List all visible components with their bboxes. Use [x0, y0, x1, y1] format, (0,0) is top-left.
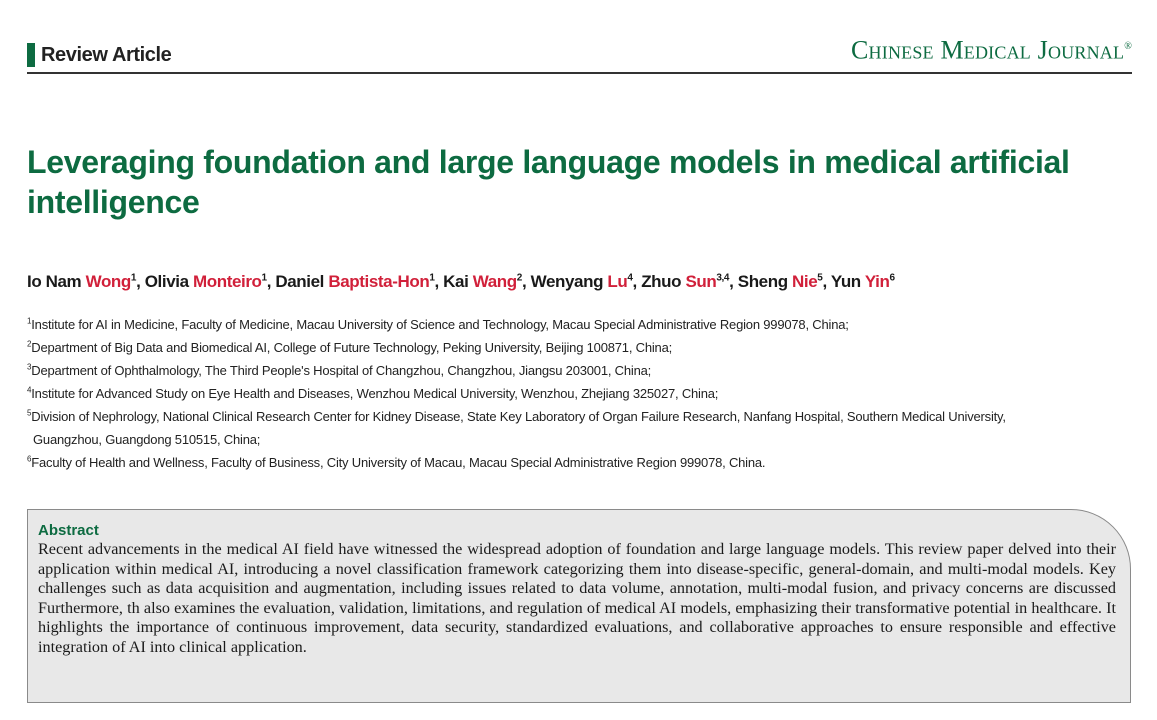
- registered-mark: ®: [1124, 41, 1132, 52]
- author: Daniel Baptista-Hon$^1$: [275, 272, 435, 291]
- author: Wenyang Lu$^4$: [530, 272, 633, 291]
- author: Olivia Monteiro$^1$: [144, 272, 267, 291]
- author-list: Io Nam Wong$^1$, Olivia Monteiro$^1$, Daniel Baptista-Hon$^1$, Kai Wang$^2$, Wenyang Lu$^4$, Zhuo Sun$^{3,4}$, Sheng Nie$^5$, Yun Yin$^6$: [27, 272, 895, 291]
- abstract-heading: Abstract: [38, 522, 99, 539]
- section-label: Review Article: [27, 43, 171, 67]
- affiliation-item: $^5$Division of Nephrology, National Clinical Research Center for Kidney Disease, State Key Laboratory of Organ Failure Research, Nanfang Hospital, Southern Medical University,: [27, 408, 1006, 424]
- abstract-text: Recent advancements in the medical AI field have witnessed the widespread adoption of foundation and large language models. This review paper delved into their application within medical AI, introducing a novel classification framework categorizing them into disease-specific, general-domain, and multi-modal models. Key challenges such as data acquisition and augmentation, including issues related to data volume, annotation, multi-modal fusion, and privacy concerns are discussed Furthermore, th also examines the evaluation, validation, limitations, and regulation of medical AI models, emphasizing their transformative potential in healthcare. It highlights the importance of continuous improvement, data security, standardized evaluations, and collaborative approaches to ensure responsible and effective integration of AI into clinical application.: [38, 540, 1116, 656]
- header-rule: [27, 72, 1132, 74]
- journal-name: [851, 31, 1132, 67]
- author: Kai Wang$^2$: [443, 272, 522, 291]
- affiliation-list: [27, 313, 1137, 474]
- affiliation-continuation: Guangzhou, Guangdong 510515, China;: [33, 432, 261, 447]
- author: Zhuo Sun$^{3,4}$: [641, 272, 730, 291]
- abstract-box: [27, 509, 1131, 703]
- author: Io Nam Wong$^1$: [27, 272, 137, 291]
- paper-title: Leveraging foundation and large language models in medical artificial intelligence: [27, 144, 1070, 220]
- affiliation-item: $^1$Institute for AI in Medicine, Faculty of Medicine, Macau University of Science and Technology, Macau Special Administrative Region 999078, China;: [27, 316, 849, 332]
- affiliation-item: $^3$Department of Ophthalmology, The Third People's Hospital of Changzhou, Changzhou, Jiangsu 203001, China;: [27, 362, 652, 378]
- journal-title: Chinese Medical Journal: [851, 35, 1125, 65]
- affiliation-item: $^4$Institute for Advanced Study on Eye Health and Diseases, Wenzhou Medical University, Wenzhou, Zhejiang 325027, China;: [27, 385, 719, 401]
- author: Yun Yin$^6$: [830, 272, 895, 291]
- affiliation-item: $^6$Faculty of Health and Wellness, Faculty of Business, City University of Macau, Macau Special Administrative Region 999078, China.: [27, 454, 766, 470]
- page-header: [27, 27, 1132, 73]
- affiliation-item: $^2$Department of Big Data and Biomedical AI, College of Future Technology, Peking University, Beijing 100871, China;: [27, 339, 673, 355]
- author: Sheng Nie$^5$: [737, 272, 823, 291]
